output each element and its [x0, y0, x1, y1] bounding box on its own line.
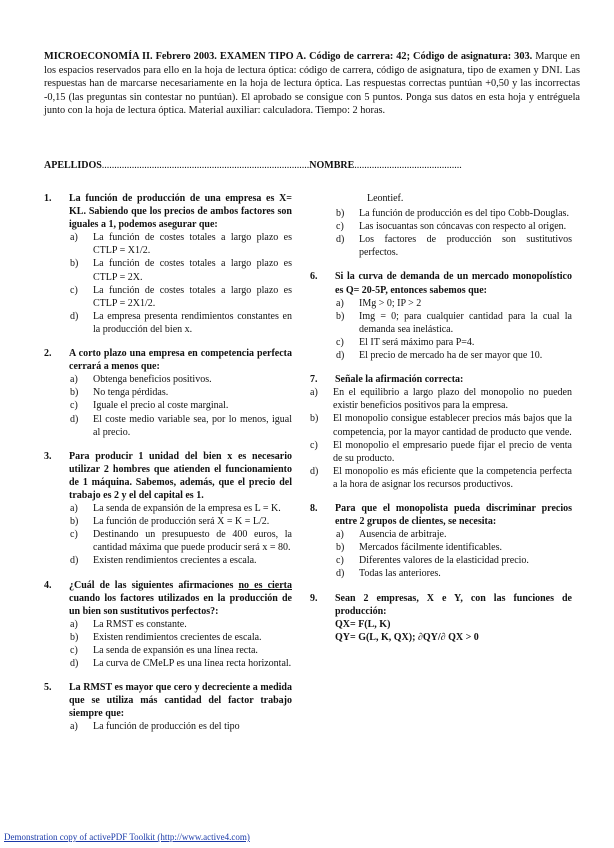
- question-1: [44, 192, 292, 336]
- production-function-y: QY= G(L, K, QX); ∂QY/∂ QX > 0: [335, 631, 479, 643]
- option-a: a) Obtenga beneficios positivos.: [70, 374, 212, 386]
- exam-title: MICROECONOMÍA II. Febrero 2003. EXAMEN TIPO A. Código de carrera: 42; Código de asignatura: 303.: [44, 51, 533, 62]
- option-a: a) Ausencia de arbitraje.: [336, 529, 447, 541]
- question-number: 6.: [310, 271, 318, 283]
- question-text: Sean 2 empresas, X e Y, con las funciones de producción:: [335, 592, 572, 617]
- question-9: [310, 592, 572, 644]
- option-b: b) La función de producción es del tipo Cobb-Douglas.: [336, 208, 569, 220]
- option-d: d) Existen rendimientos crecientes a escala.: [70, 555, 257, 567]
- option-d: d) El coste medio variable sea, por lo menos, igual al precio.: [70, 413, 292, 438]
- option-c: c) La senda de expansión es una línea recta.: [70, 645, 258, 656]
- right-column: [310, 192, 572, 655]
- option-b: b) Existen rendimientos crecientes de escala.: [70, 631, 262, 643]
- question-8: [310, 502, 572, 581]
- option-b: b) No tenga pérdidas.: [70, 387, 169, 399]
- question-number: 7.: [310, 374, 318, 386]
- option-b: b) La función de producción será X = K = L/2.: [70, 516, 270, 528]
- option-a: a) La RMST es constante.: [70, 618, 187, 630]
- option-d: d) El precio de mercado ha de ser mayor que 10.: [336, 350, 543, 362]
- option-c: c) El IT será máximo para P=4.: [336, 336, 475, 348]
- exam-header: [44, 50, 580, 118]
- option-d: d) La empresa presenta rendimientos constantes en la producción del bien x.: [70, 310, 292, 335]
- option-a: a) IMg > 0; IP > 2: [336, 297, 422, 309]
- question-4: [44, 579, 292, 671]
- option-d: d) El monopolio es más eficiente que la competencia perfecta a la hora de asignar los recursos productivos.: [310, 465, 572, 490]
- student-name-line: [44, 160, 580, 171]
- option-b: b) Img = 0; para cualquier cantidad para la cual la demanda sea inelástica.: [336, 310, 572, 335]
- exam-instructions: Marque en los espacios reservados para ello en la hoja de lectura óptica: código de carrera, código de asignatura, tipo de examen y DNI. Las respuestas han de marcarse necesariamente en la hoja de lectura óptica. Las respuestas correctas puntúan +0,50 y las incorrectas -0,15 (las preguntas sin contestar no puntúan). El aprobado se consigue con 5 puntos. Ponga sus datos en esta hoja y entréguela junto con la hoja de lectura óptica. Material auxiliar: calculadora. Tiempo: 2 horas.: [44, 51, 580, 117]
- question-number: 5.: [44, 682, 52, 694]
- question-6: [310, 270, 572, 362]
- question-5: [44, 681, 292, 733]
- option-a: a) La función de producción es del tipo: [70, 721, 240, 733]
- option-c: c) Destinando un presupuesto de 400 euros, la cantidad máxima que puede producir será x = 80.: [70, 529, 292, 554]
- question-text: ¿Cuál de las siguientes afirmaciones no es cierta cuando los factores utilizados en la producción de un bien son sustitutivos perfectos?:: [69, 579, 292, 617]
- apellidos-field[interactable]: ...................................................................................: [101, 160, 310, 171]
- underlined-negation: no es cierta: [238, 579, 292, 591]
- question-7: [310, 373, 572, 491]
- question-text: Si la curva de demanda de un mercado monopolístico es Q= 20-5P, entonces sabemos que:: [335, 271, 572, 296]
- apellidos-label: APELLIDOS: [44, 160, 102, 171]
- option-c: c) Las isocuantas son cóncavas con respecto al origen.: [336, 221, 567, 233]
- question-number: 8.: [310, 502, 318, 514]
- question-text: Para producir 1 unidad del bien x es necesario utilizar 2 hombres que atienden el funcionamiento de 1 máquina. Sabemos, además, que el precio del trabajo es 2 y el del capital es 1.: [69, 450, 292, 501]
- option-d: d) La curva de CMeLP es una línea recta horizontal.: [70, 658, 292, 670]
- option-d: d) Los factores de producción son sustitutivos perfectos.: [336, 234, 572, 259]
- question-3: [44, 450, 292, 568]
- nombre-label: NOMBRE: [309, 160, 355, 171]
- question-number: 9.: [310, 592, 318, 604]
- question-number: 3.: [44, 450, 52, 462]
- option-a-continued: Leontief.: [367, 193, 404, 204]
- option-c: c) El monopolio el empresario puede fijar el precio de venta de su producto.: [310, 439, 572, 464]
- option-c: c) Iguale el precio al coste marginal.: [70, 400, 229, 412]
- option-a: a) La función de costes totales a largo plazo es CTLP = X1/2.: [70, 232, 292, 257]
- production-function-x: QX= F(L, K): [335, 618, 391, 630]
- question-text: La función de producción de una empresa es X= KL. Sabiendo que los precios de ambos factores son iguales a 1, podemos asegurar que:: [69, 193, 292, 231]
- question-2: [44, 347, 292, 439]
- question-text: Para que el monopolista pueda discriminar precios entre 2 grupos de clientes, se necesita:: [335, 502, 572, 528]
- demo-watermark-link[interactable]: Demonstration copy of activePDF Toolkit (http://www.active4.com): [4, 832, 250, 842]
- nombre-field[interactable]: ...........................................: [354, 160, 462, 171]
- option-b: b) El monopolio consigue establecer precios más bajos que la competencia, por la mayor cantidad de producto que vende.: [310, 413, 572, 438]
- question-number: 1.: [44, 193, 52, 204]
- option-c: c) Diferentes valores de la elasticidad precio.: [336, 555, 529, 567]
- option-b: b) La función de costes totales a largo plazo es CTLP = 2X.: [70, 258, 292, 283]
- question-text: A corto plazo una empresa en competencia perfecta cerrará a menos que:: [69, 348, 292, 373]
- option-a: a) La senda de expansión de la empresa es L = K.: [70, 503, 281, 515]
- option-b: b) Mercados fácilmente identificables.: [336, 542, 502, 554]
- question-text: La RMST es mayor que cero y decreciente a medida que se utiliza más cantidad del factor trabajo siempre que:: [69, 682, 292, 720]
- question-text: Señale la afirmación correcta:: [335, 374, 464, 386]
- question-number: 2.: [44, 348, 52, 360]
- option-d: d) Todas las anteriores.: [336, 568, 441, 580]
- question-number: 4.: [44, 579, 52, 591]
- question-5-continued: [310, 192, 572, 259]
- left-column: [44, 192, 292, 745]
- option-a: a) En el equilibrio a largo plazo del monopolio no pueden existir beneficios positivos para la empresa.: [310, 387, 572, 412]
- option-c: c) La función de costes totales a largo plazo es CTLP = 2X1/2.: [70, 284, 292, 309]
